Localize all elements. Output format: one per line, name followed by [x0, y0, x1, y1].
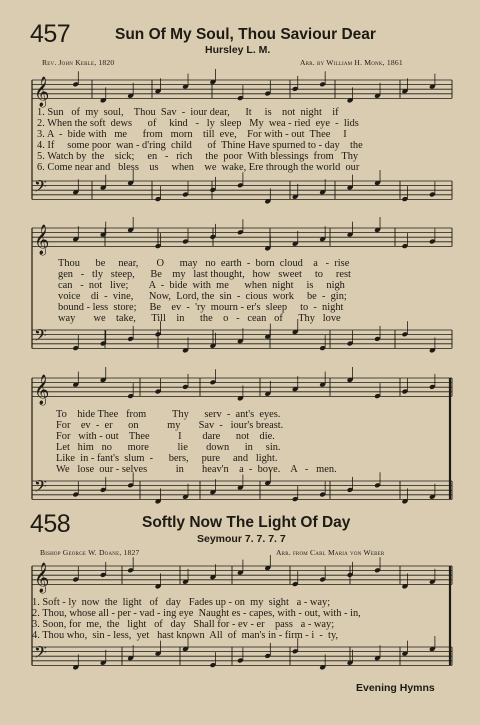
- lyric-line: voice di - vine, Now, Lord, the sin - cious work be - gin;: [58, 291, 347, 302]
- lyric-line: 6. Come near and bless us when we wake, Ere through the world our: [37, 162, 360, 173]
- bass-clef-icon: 𝄢: [34, 176, 47, 200]
- hymn-number-458: 458: [30, 510, 71, 538]
- lyric-line: can - not live; A - bide with me when night is nigh: [58, 280, 345, 291]
- lyric-line: We lose our - selves in heav'n a - bove. A - men.: [56, 464, 337, 475]
- lyric-line: 1. Sun of my soul, Thou Sav - iour dear, It is not night if: [37, 107, 339, 118]
- lyric-line: To hide Thee from Thy serv - ant's eyes.: [56, 409, 281, 420]
- arranger-credit-458: Arr. from Carl Maria von Weber: [276, 548, 385, 557]
- lyric-line: 1. Soft - ly now the light of day Fades up - on my sight a - way;: [32, 597, 331, 608]
- bass-clef-icon: 𝄢: [34, 476, 47, 500]
- lyric-line: 2. Thou, whose all - per - vad - ing eye Naught es - capes, with - out, with - in,: [32, 608, 361, 619]
- lyric-line: Like in - fant's slum - bers, pure and light.: [56, 453, 278, 464]
- lyric-line: 4. If some poor wan - d'ring child of Thine Have spurned to - day the: [37, 140, 363, 151]
- bass-clef-icon: 𝄢: [34, 325, 47, 349]
- hymn-number-457: 457: [30, 20, 71, 48]
- lyric-line: bound - less store; Be ev - 'ry mourn - er's sleep to - night: [58, 302, 344, 313]
- tune-name-457: Hursley L. M.: [205, 44, 271, 56]
- tune-name-458: Seymour 7. 7. 7. 7: [197, 533, 286, 545]
- hymn-title-458: Softly Now The Light Of Day: [142, 514, 351, 531]
- lyric-line: Thou be near, O may no earth - born cloud a - rise: [58, 258, 350, 269]
- lyric-line: 2. When the soft dews of kind - ly sleep My wea - ried eye - lids: [37, 118, 359, 129]
- lyric-line: 5. Watch by the sick; en - rich the poor With blessings from Thy: [37, 151, 359, 162]
- treble-clef-icon: 𝄞: [34, 375, 50, 405]
- hymn-title-457: Sun Of My Soul, Thou Saviour Dear: [115, 26, 376, 43]
- lyric-line: 3. A - bide with me from morn till eve, For with - out Thee I: [37, 129, 347, 140]
- lyric-line: 4. Thou who, sin - less, yet hast known All of man's in - firm - i - ty,: [32, 630, 339, 641]
- author-credit-457: Rev. John Keble, 1820: [42, 58, 115, 67]
- bass-clef-icon: 𝄢: [34, 642, 47, 666]
- lyric-line: For ev - er on my Sav - iour's breast.: [56, 420, 284, 431]
- treble-clef-icon: 𝄞: [34, 225, 50, 255]
- section-footer: Evening Hymns: [356, 682, 435, 694]
- lyric-line: 3. Soon, for me, the light of day Shall for - ev - er pass a - way;: [32, 619, 335, 630]
- treble-clef-icon: 𝄞: [34, 563, 50, 593]
- lyric-line: For with - out Thee I dare not die.: [56, 431, 275, 442]
- lyric-line: Let him no more lie down in sin.: [56, 442, 281, 453]
- lyric-line: gen - tly steep, Be my last thought, how sweet to rest: [58, 269, 351, 280]
- author-credit-458: Bishop George W. Doane, 1827: [40, 548, 140, 557]
- arranger-credit-457: Arr. by William H. Monk, 1861: [300, 58, 403, 67]
- lyric-line: way we take, Till in the o - cean of Thy love: [58, 313, 341, 324]
- treble-clef-icon: 𝄞: [34, 77, 50, 107]
